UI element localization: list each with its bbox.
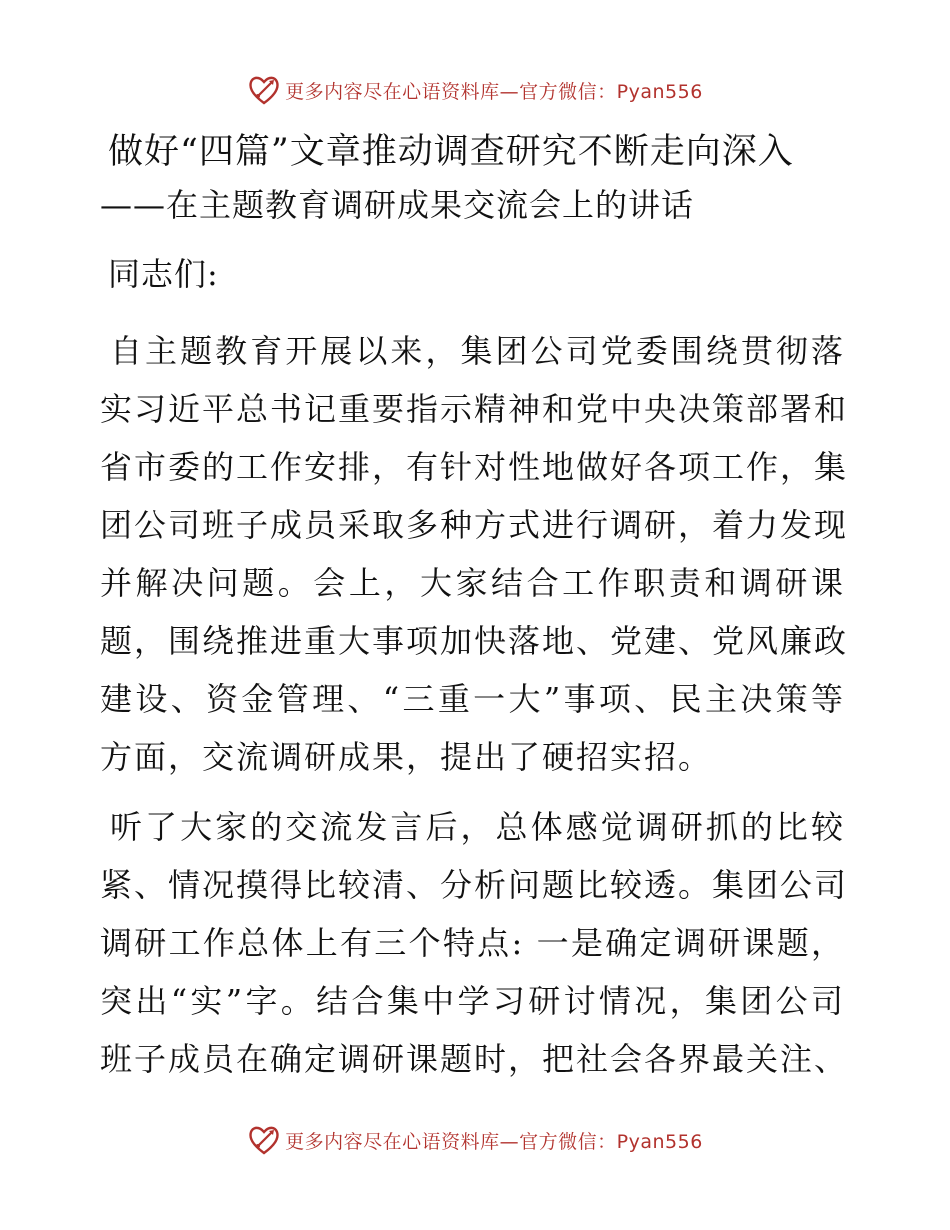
document-body [100,118,860,1088]
footer-watermark-banner [0,1120,950,1160]
paragraph-line: 紧、情况摸得比较清、分析问题比较透。集团公司 [100,866,849,904]
heart-quill-logo-icon [247,1123,281,1157]
paragraph-2 [100,798,860,1088]
header-watermark-text: 更多内容尽在心语资料库—官方微信：Pyan556 [285,80,703,103]
document-title: 做好“四篇”文章推动调查研究不断走向深入 [108,132,794,172]
paragraph-line: 建设、资金管理、“三重一大”事项、民主决策等 [100,680,845,718]
document-subtitle: ——在主题教育调研成果交流会上的讲话 [100,186,695,224]
paragraph-line: 自主题教育开展以来，集团公司党委围绕贯彻落 [110,332,845,370]
paragraph-line: 方面，交流调研成果，提出了硬招实招。 [100,738,713,776]
paragraph-line: 实习近平总书记重要指示精神和党中央决策部署和 [100,390,849,428]
paragraph-line: 并解决问题。会上，大家结合工作职责和调研课 [100,564,845,602]
paragraph-line: 调研工作总体上有三个特点: 一是确定调研课题， [100,924,845,962]
header-watermark-banner [0,70,950,110]
paragraph-line: 班子成员在确定调研课题时，把社会各界最关注、 [100,1040,849,1078]
paragraph-line: 团公司班子成员采取多种方式进行调研，着力发现 [100,506,849,544]
paragraph-line: 听了大家的交流发言后，总体感觉调研抓的比较 [110,808,845,846]
paragraph-line: 省市委的工作安排，有针对性地做好各项工作，集 [100,448,849,486]
salutation: 同志们: [108,255,219,293]
paragraph-line: 突出“实”字。结合集中学习研讨情况，集团公司 [100,982,845,1020]
paragraph-line: 题，围绕推进重大事项加快落地、党建、党风廉政 [100,622,849,660]
footer-watermark-text: 更多内容尽在心语资料库—官方微信：Pyan556 [285,1130,703,1153]
heart-quill-logo-icon [247,73,281,107]
paragraph-1 [100,322,860,786]
